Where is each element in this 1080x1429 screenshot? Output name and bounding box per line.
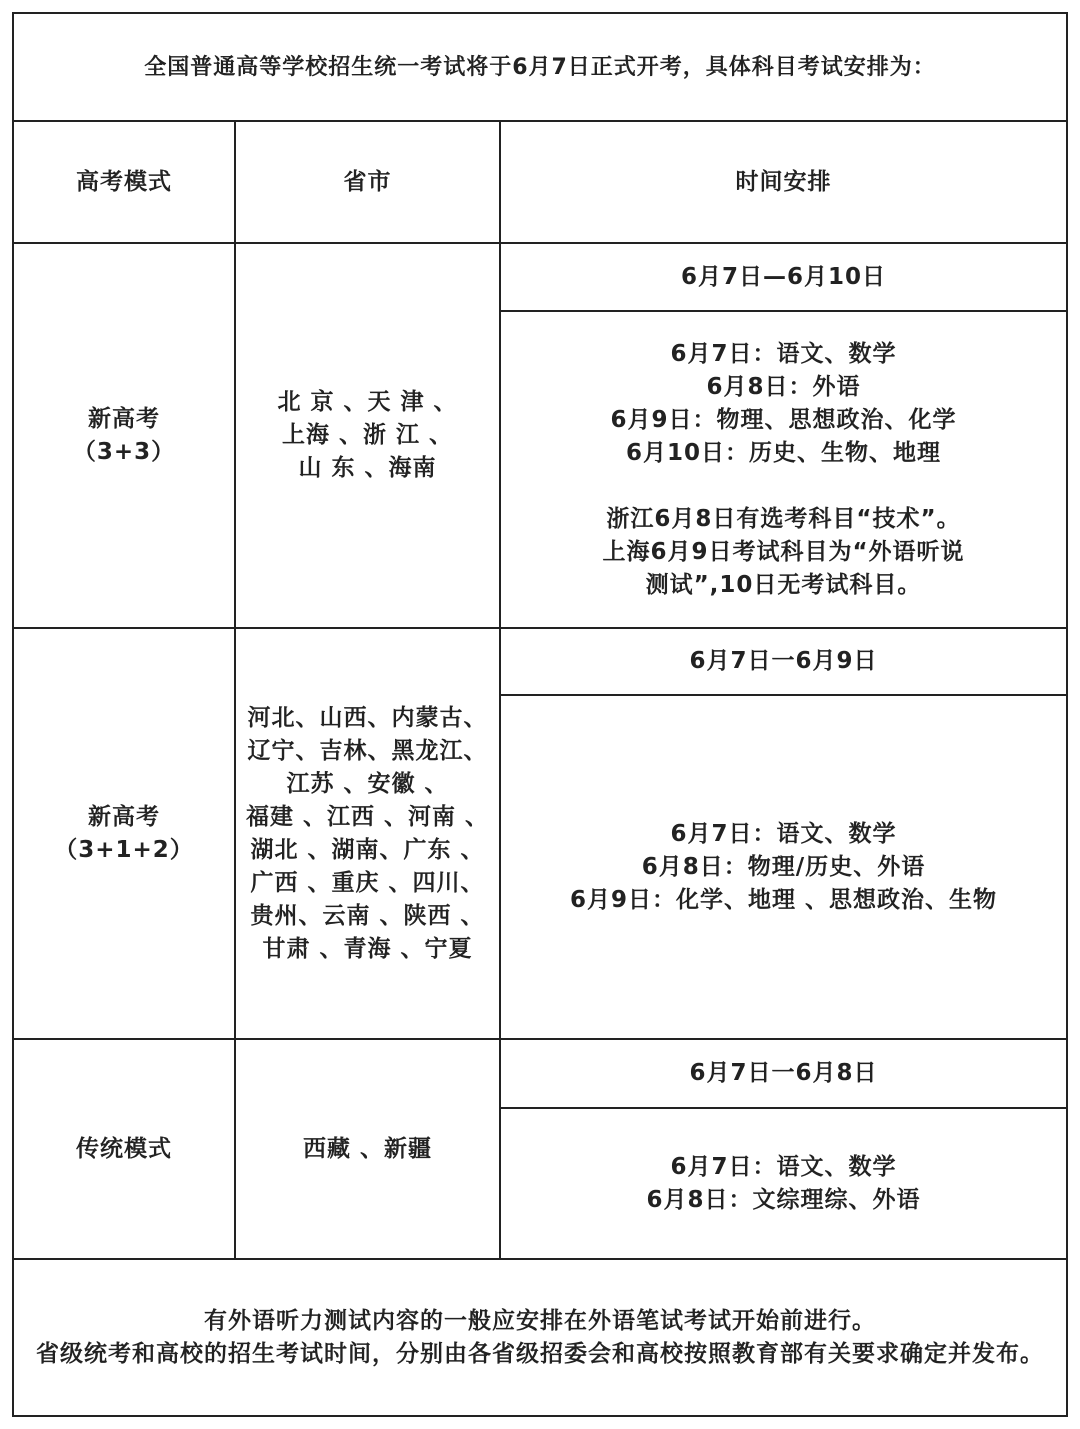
province-cell [236, 629, 501, 1038]
province-list: 北 京 、天 津 、 上海 、浙 江 、 山 东 、海南 [277, 389, 458, 481]
schedule-range-cell [501, 629, 1066, 696]
footer-row [14, 1260, 1066, 1415]
footer-note: 有外语听力测试内容的一般应安排在外语笔试考试开始前进行。 省级统考和高校的招生考试时间，分别由各省级招委会和高校按照教育部有关要求确定并发布。 [36, 1307, 1044, 1367]
schedule-details-cell [501, 312, 1066, 627]
province-list: 河北、山西、内蒙古、 辽宁、吉林、黑龙江、 江苏 、安徽 、 福建 、江西 、河南 、 湖北 、湖南、广东 、 广西 、重庆 、四川、 贵州、云南 、陕西 、 甘肃 、青海 、宁夏 [245, 704, 490, 962]
schedule-details: 6月7日：语文、数学 6月8日：外语 6月9日：物理、思想政治、化学 6月10日：历史、生物、地理 浙江6月8日有选考科目“技术”。 上海6月9日考试科目为“外语听说 测试”,10日无考试科目。 [602, 340, 965, 598]
schedule-range-cell [501, 244, 1066, 312]
schedule-details: 6月7日：语文、数学 6月8日：文综理综、外语 [646, 1153, 921, 1213]
schedule-details-cell [501, 1109, 1066, 1258]
schedule-range: 6月7日一6月8日 [689, 1060, 878, 1086]
mode-cell [14, 629, 236, 1038]
table-row [14, 629, 1066, 1040]
header-schedule-cell [501, 122, 1066, 242]
header-schedule: 时间安排 [735, 168, 832, 195]
province-cell [236, 244, 501, 627]
header-row [14, 122, 1066, 244]
schedule-range: 6月7日一6月9日 [689, 648, 878, 674]
schedule-details: 6月7日：语文、数学 6月8日：物理/历史、外语 6月9日：化学、地理 、思想政治、生物 [569, 820, 997, 913]
mode-cell [14, 1040, 236, 1258]
schedule-cell [501, 629, 1066, 1038]
mode-label: 传统模式 [76, 1135, 172, 1162]
province-cell [236, 1040, 501, 1258]
table-row [14, 1040, 1066, 1260]
schedule-range: 6月7日—6月10日 [680, 263, 887, 290]
intro-text: 全国普通高等学校招生统一考试将于6月7日正式开考，具体科目考试安排为： [144, 54, 936, 80]
province-list: 西藏 、新疆 [302, 1135, 432, 1162]
mode-cell [14, 244, 236, 627]
intro-row [14, 14, 1066, 122]
header-province: 省市 [343, 168, 392, 195]
schedule-cell [501, 244, 1066, 627]
intro-cell [14, 14, 1066, 120]
mode-label: 新高考 （3+1+2） [54, 803, 194, 863]
mode-label: 新高考 （3+3） [72, 405, 176, 465]
header-mode-cell [14, 122, 236, 242]
schedule-range-cell [501, 1040, 1066, 1109]
footer-cell [14, 1260, 1066, 1415]
exam-schedule-table [12, 12, 1068, 1417]
schedule-details-cell [501, 696, 1066, 1038]
schedule-cell [501, 1040, 1066, 1258]
table-row [14, 244, 1066, 629]
header-province-cell [236, 122, 501, 242]
header-mode: 高考模式 [76, 168, 172, 195]
